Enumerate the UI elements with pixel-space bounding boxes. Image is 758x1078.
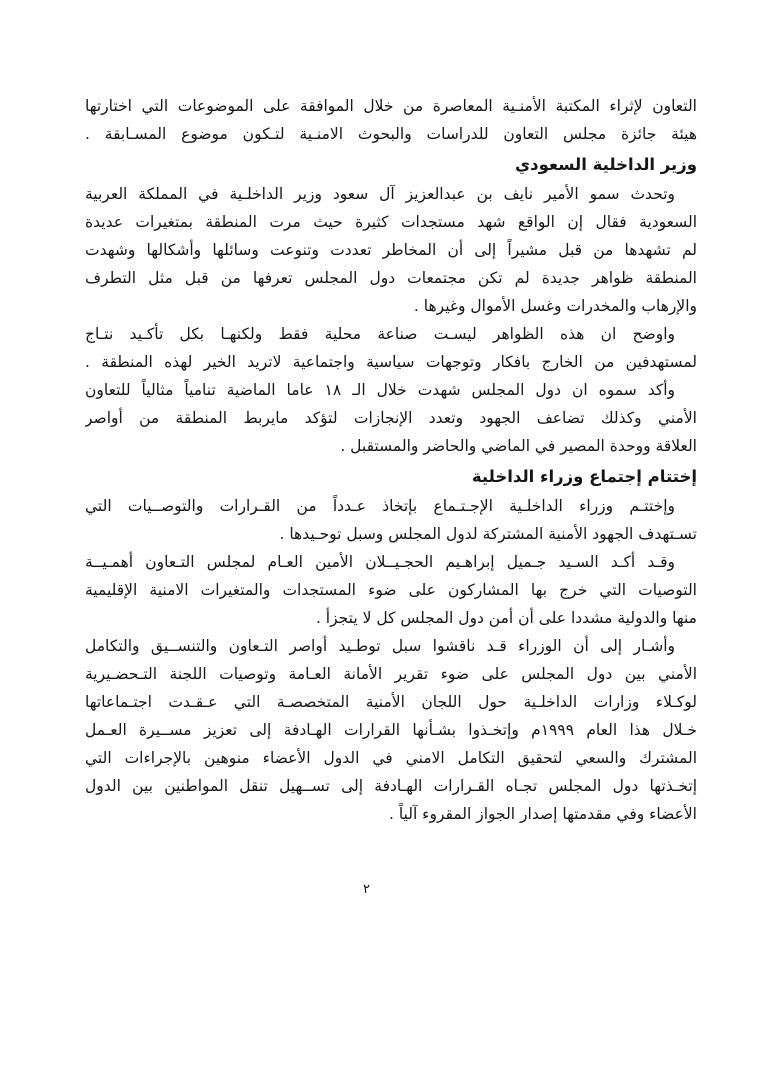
- document-body: [85, 92, 697, 828]
- text-line: واوضح ان هذه الظواهر ليسـت صناعة محلية فقط ولكنهـا بكل تأكـيد نتـاج: [85, 325, 675, 343]
- text-line: لمستهدفين من الخارج بافكار وتوجهات سياسية واجتماعية لاتريد الخير لهذه المنطقة .: [85, 353, 697, 371]
- text-line: لوكـلاء وزارات الداخلـية حول اللجان الأمنية المتخصصـة التي عـقـدت اجتـماعاتها: [85, 693, 697, 711]
- text-line: الأعضاء وفي مقدمتها إصدار الجواز المقروء آلياً .: [388, 805, 697, 823]
- paragraph: [85, 320, 697, 376]
- text-line: وتحدث سمو الأمير نايف بن عبدالعزيز آل سعود وزير الداخلـية في المملكة العربية: [85, 185, 675, 203]
- text-line: المنطقة ظواهر جديدة لم تكن مجتمعات دول المجلس تعرفها من قبل مثل التطرف: [85, 269, 697, 287]
- paragraph: [85, 632, 697, 828]
- text-line: وأكد سموه ان دول المجلس شهدت خلال الـ ١٨ عاما الماضية تنامياً مثالياً للتعاون: [85, 381, 675, 399]
- text-line: إتخـذتها دول المجلس تجـاه القـرارات الهـادفة إلى تســهيل تنقل المواطنين بين الدول: [85, 777, 697, 795]
- text-line: لم تشهدها من قبل مشيراً إلى أن المخاطر تعددت وتنوعت وسائلها وأشكالها وشهدت: [85, 241, 697, 259]
- section-heading: وزير الداخلية السعودي: [515, 155, 697, 174]
- section-heading: إختتام إجتماع وزراء الداخلية: [471, 467, 697, 486]
- text-line: التوصيات التي خرج بها المشاركون على ضوء المستجدات والمتغيرات الامنية الإقليمية: [85, 581, 697, 599]
- text-line: المشترك والسعي لتحقيق التكامل الامني في الدول الأعضاء منوهين بالإجراءات التي: [85, 749, 697, 767]
- text-line: هيئة جائزة مجلس التعاون للدراسات والبحوث الامنـية لتـكون موضوع المسـابقة .: [85, 125, 697, 143]
- paragraph: [85, 548, 697, 632]
- text-line: الأمني بين دول المجلس على ضوء تقرير الأمانة العـامة وتوصيات اللجنة التـحضـيرية: [85, 665, 697, 683]
- text-line: وإختتـم وزراء الداخلـية الإجـتـماع بإتخاذ عـدداً من القـرارات والتوصــيات التي: [85, 497, 675, 515]
- text-line: منها والدولية مشددا على أن أمن دول المجلس كل لا يتجزأ .: [315, 609, 697, 627]
- page-number: ٢: [363, 882, 370, 897]
- paragraph: [85, 492, 697, 548]
- text-line: العلاقة ووحدة المصير في الماضي والحاضر والمستقبل .: [340, 437, 697, 455]
- text-line: خـلال هذا العام ١٩٩٩م وإتخـذوا بشـأنها القرارات الهـادفة إلى تعزيز مســيرة العـمل: [85, 721, 697, 739]
- text-line: التعاون لإثراء المكتبة الأمنـية المعاصرة من خلال الموافقة على الموضوعات التي اختارتها: [85, 97, 697, 115]
- paragraph: [85, 180, 697, 320]
- text-line: الأمني وكذلك تضاعف الجهود وتعدد الإنجازات لتؤكد مايربط المنطقة من أواصر: [85, 409, 697, 427]
- paragraph: [85, 92, 697, 148]
- text-line: تسـتهدف الجهود الأمنية المشتركة لدول المجلس وسبل توحـيدها .: [279, 525, 697, 543]
- text-line: والإرهاب والمخدرات وغسل الأموال وغيرها .: [413, 297, 697, 315]
- text-line: وقـد أكـد السـيد جـميل إبراهـيم الحجـيــلان الأمين العـام لمجلس التـعاون أهمـيــة: [85, 553, 675, 571]
- text-line: وأشـار إلى أن الوزراء قـد ناقشوا سبل توطـيد أواصر التـعاون والتنســيق والتكامل: [85, 637, 675, 655]
- text-line: السعودية فقال إن الواقع شهد مستجدات كثيرة حيث مرت المنطقة بمتغيرات عديدة: [85, 213, 697, 231]
- paragraph: [85, 376, 697, 460]
